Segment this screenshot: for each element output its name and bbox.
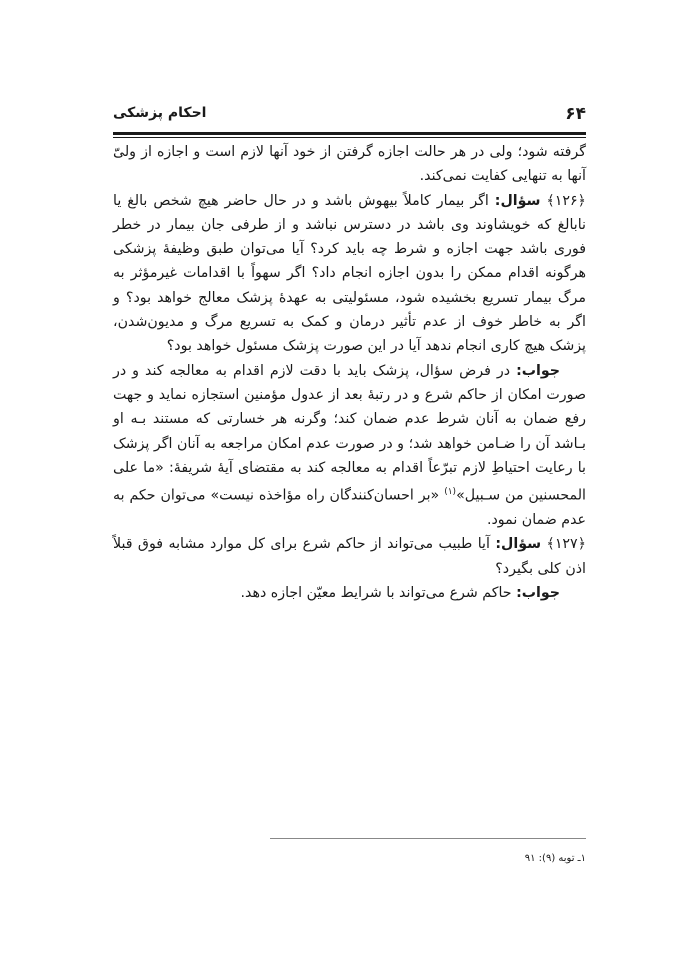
question-126 (113, 189, 586, 359)
page-header (113, 104, 586, 130)
answer-126 (113, 359, 586, 533)
question-label: سؤال: (494, 192, 541, 209)
question-number: ﴿۱۲۶﴾ (546, 192, 586, 209)
footnote: ۱ـ توبه (۹): ۹۱ (524, 853, 586, 864)
answer-text: در فرض سؤال، پزشک باید با دقت لازم اقدام به معالجه کند و در صورت امکان از حاکم شرع و در رتبهٔ بعد از عدول مؤمنین استجازه نماید و جهت رفع ضمان به آنان شرط عدم ضمان کند؛ وگرنه هر خسارتی که مستند بـه او بـاشد آن را ضـامن خواهد شد؛ و در صورت عدم امکان مراجعه به آنان اگر پزشک با رعایت احتیاطِ لازم تبرّعاً اقدام به معالجه کند به مقتضای آیهٔ شریفهٔ: «ما علی المحسنین من سـبیل» (113, 362, 586, 504)
answer-text-cont: «بر احسان‌کنندگان راه مؤاخذه نیست» می‌توان حکم به عدم ضمان نمود. (113, 487, 586, 529)
footnote-reference: (۱) (444, 487, 457, 498)
header-rule-thin (113, 137, 586, 138)
answer-127 (113, 581, 586, 605)
answer-label: جواب: (516, 585, 560, 602)
page-number: ۶۴ (565, 104, 586, 124)
paragraph-continuation: گرفته شود؛ ولی در هر حالت اجازه گرفتن از خود آنها لازم است و اجازه از ولیّ آنها به تنهایی کفایت نمی‌کند. (113, 144, 586, 185)
question-label: سؤال: (495, 536, 542, 553)
question-number: ﴿۱۲۷﴾ (546, 536, 587, 553)
question-127 (113, 532, 586, 581)
question-text: آیا طبیب می‌تواند از حاکم شرع برای کل موارد مشابه فوق قبلاً اذن کلی بگیرد؟ (113, 536, 586, 577)
body-text (113, 140, 586, 605)
footnote-rule (270, 838, 586, 839)
running-title: احکام پزشکی (113, 105, 207, 121)
header-rule-thick (113, 132, 586, 135)
answer-text: حاکم شرع می‌تواند با شرایط معیّن اجازه دهد. (240, 585, 512, 602)
question-text: اگر بیمار کاملاً بیهوش باشد و در حال حاضر هیچ شخص بالغ یا نابالغ که خویشاوند وی باشد در دسترس نباشد و از طرفی جان بیمار در خطر فوری باشد جهت اجازه و شرط چه باید کرد؟ آیا می‌توان طبق وظیفهٔ پزشکی هرگونه اقدام ممکن را بدون اجازه انجام داد؟ اگر سهواً با اقدامات غیرمؤثر به مرگ بیمار تسریع بخشیده شود، مسئولیتی به عهدهٔ پزشک معالج خواهد بود؟ و اگر به خاطر خوف از عدم تأثیر درمان و کمک به تسریع مرگ و مدیون‌شدن، پزشک هیچ کاری انجام ندهد آیا در این صورت پزشک مسئول خواهد بود؟ (113, 192, 586, 355)
answer-label: جواب: (516, 362, 560, 379)
